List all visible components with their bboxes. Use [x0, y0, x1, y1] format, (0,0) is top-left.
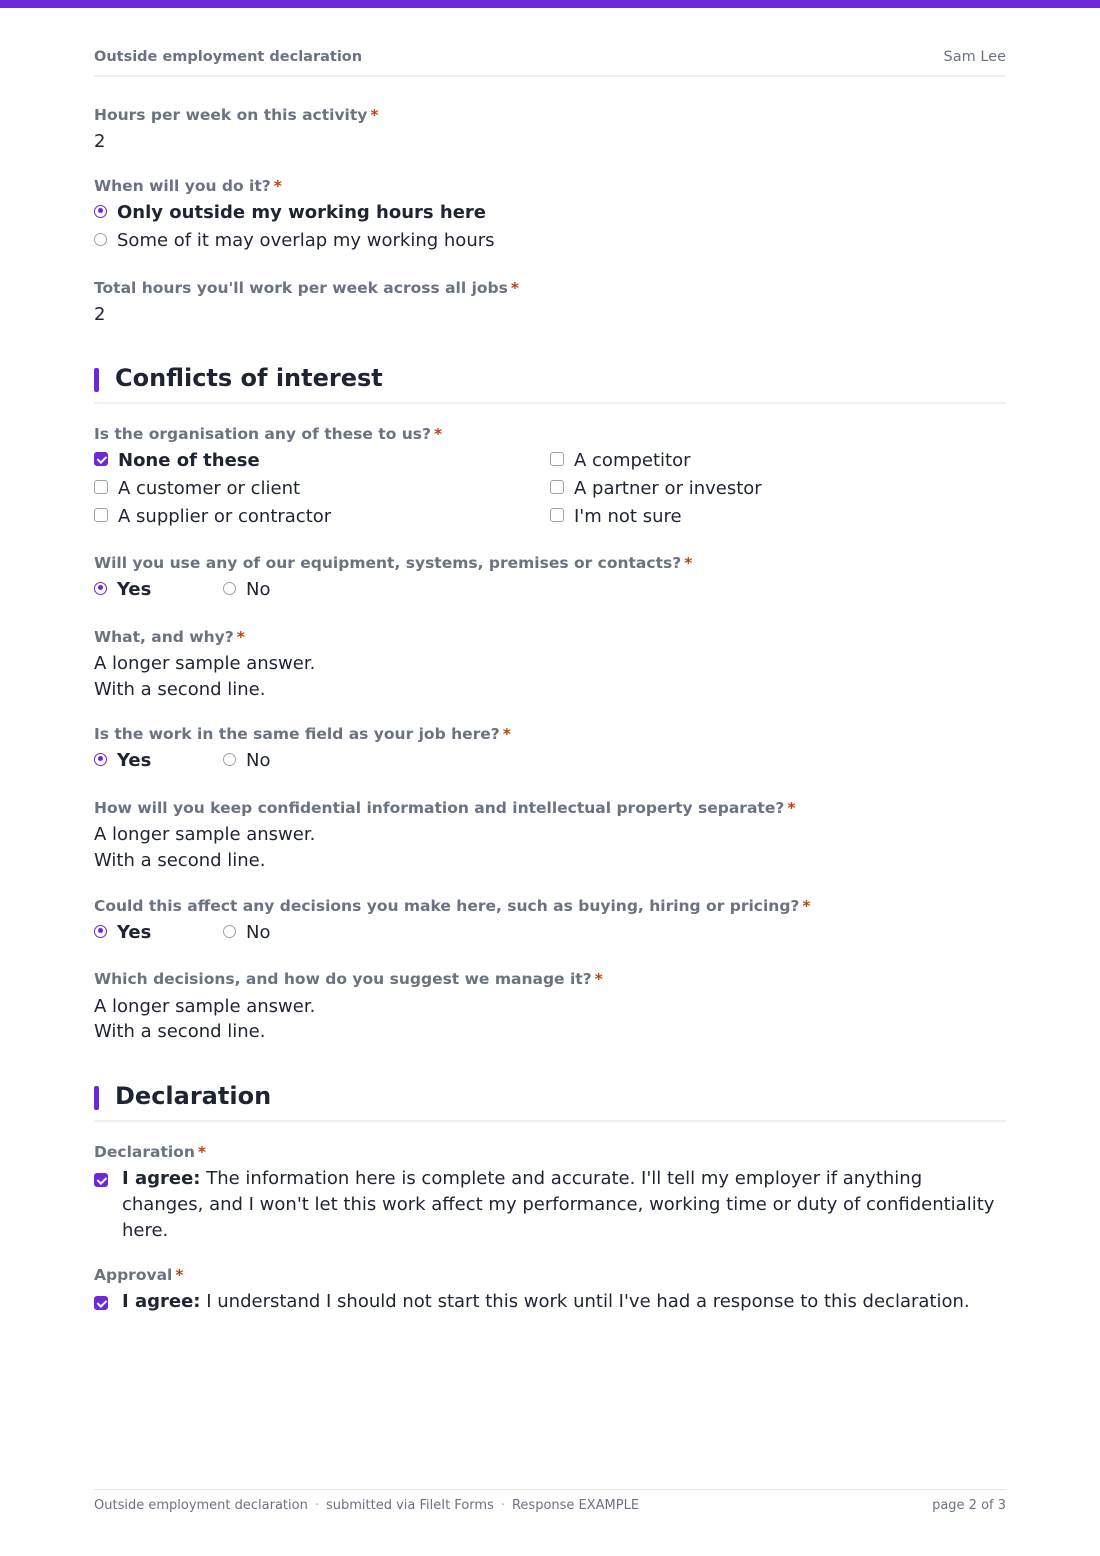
section-accent-bar — [94, 1086, 99, 1110]
use-equipment-no[interactable]: No — [223, 577, 270, 603]
same-field-label: Is the work in the same field as your job here? * — [94, 725, 511, 743]
affect-decisions-label: Could this affect any decisions you make here, such as buying, hiring or pricing? * — [94, 897, 811, 915]
same-field-no[interactable]: No — [223, 748, 270, 774]
page-footer — [94, 1489, 1006, 1513]
respondent-name: Sam Lee — [943, 49, 1006, 65]
same-field-yes[interactable]: Yes — [94, 748, 151, 774]
what-why-answer-line-1: A longer sample answer. — [94, 653, 316, 674]
section-declaration — [94, 1082, 1006, 1122]
org-option-supplier[interactable]: A supplier or contractor — [94, 504, 331, 530]
declaration-text: The information here is complete and accurate. I'll tell my employer if anything changes, and I won't let this work affect my performance, working time or duty of confidentiality here. — [122, 1168, 995, 1241]
total-hours-label: Total hours you'll work per week across all jobs * — [94, 279, 519, 297]
approval-text: I understand I should not start this work until I've had a response to this declaration. — [206, 1291, 970, 1312]
use-equipment-yes[interactable]: Yes — [94, 577, 151, 603]
org-option-customer[interactable]: A customer or client — [94, 476, 300, 502]
checkbox-checked-icon — [94, 452, 108, 466]
which-decisions-answer-line-2: With a second line. — [94, 1021, 266, 1042]
checkbox-checked-icon — [94, 1296, 108, 1310]
top-accent-bar — [0, 0, 1100, 8]
org-option-partner[interactable]: A partner or investor — [550, 476, 762, 502]
when-label: When will you do it? * — [94, 177, 282, 195]
section-title: Conflicts of interest — [115, 364, 383, 392]
hours-value: 2 — [94, 131, 106, 152]
radio-unselected-icon — [223, 753, 236, 766]
what-why-answer-line-2: With a second line. — [94, 679, 266, 700]
radio-selected-icon — [94, 925, 107, 938]
checkbox-icon — [550, 508, 564, 522]
confidential-answer-line-2: With a second line. — [94, 850, 266, 871]
page-header — [94, 47, 1006, 77]
confidential-label: How will you keep confidential information and intellectual property separate? * — [94, 799, 796, 817]
required-marker: * — [370, 106, 379, 124]
hours-label: Hours per week on this activity * — [94, 106, 379, 124]
page-number: page 2 of 3 — [932, 1498, 1006, 1513]
radio-selected-icon — [94, 205, 107, 218]
what-why-label: What, and why? * — [94, 628, 245, 646]
radio-selected-icon — [94, 582, 107, 595]
approval-label: Approval * — [94, 1266, 184, 1284]
which-decisions-label: Which decisions, and how do you suggest we manage it? * — [94, 970, 603, 988]
checkbox-checked-icon — [94, 1173, 108, 1187]
which-decisions-answer-line-1: A longer sample answer. — [94, 996, 316, 1017]
document-title: Outside employment declaration — [94, 49, 363, 65]
org-option-not-sure[interactable]: I'm not sure — [550, 504, 682, 530]
section-conflicts-of-interest — [94, 364, 1006, 404]
total-hours-value: 2 — [94, 304, 106, 325]
declaration-agree-checkbox[interactable] — [94, 1166, 1006, 1244]
agree-lead: I agree: — [122, 1168, 201, 1189]
agree-lead: I agree: — [122, 1291, 201, 1312]
confidential-answer-line-1: A longer sample answer. — [94, 824, 316, 845]
radio-unselected-icon — [94, 233, 107, 246]
checkbox-icon — [550, 452, 564, 466]
org-relation-label: Is the organisation any of these to us? * — [94, 425, 443, 443]
radio-selected-icon — [94, 753, 107, 766]
use-equipment-label: Will you use any of our equipment, systems, premises or contacts? * — [94, 554, 693, 572]
section-title: Declaration — [115, 1082, 272, 1110]
radio-unselected-icon — [223, 925, 236, 938]
approval-agree-checkbox[interactable] — [94, 1289, 1006, 1315]
section-accent-bar — [94, 368, 99, 392]
footer-info: Outside employment declaration · submitted via FileIt Forms · Response EXAMPLE — [94, 1498, 640, 1513]
checkbox-icon — [94, 508, 108, 522]
radio-unselected-icon — [223, 582, 236, 595]
when-option-outside-hours[interactable]: Only outside my working hours here — [94, 200, 486, 226]
org-option-competitor[interactable]: A competitor — [550, 448, 691, 474]
org-option-none[interactable]: None of these — [94, 448, 260, 474]
checkbox-icon — [550, 480, 564, 494]
affect-decisions-no[interactable]: No — [223, 920, 270, 946]
declaration-label: Declaration * — [94, 1143, 206, 1161]
affect-decisions-yes[interactable]: Yes — [94, 920, 151, 946]
when-option-overlap[interactable]: Some of it may overlap my working hours — [94, 228, 495, 254]
checkbox-icon — [94, 480, 108, 494]
